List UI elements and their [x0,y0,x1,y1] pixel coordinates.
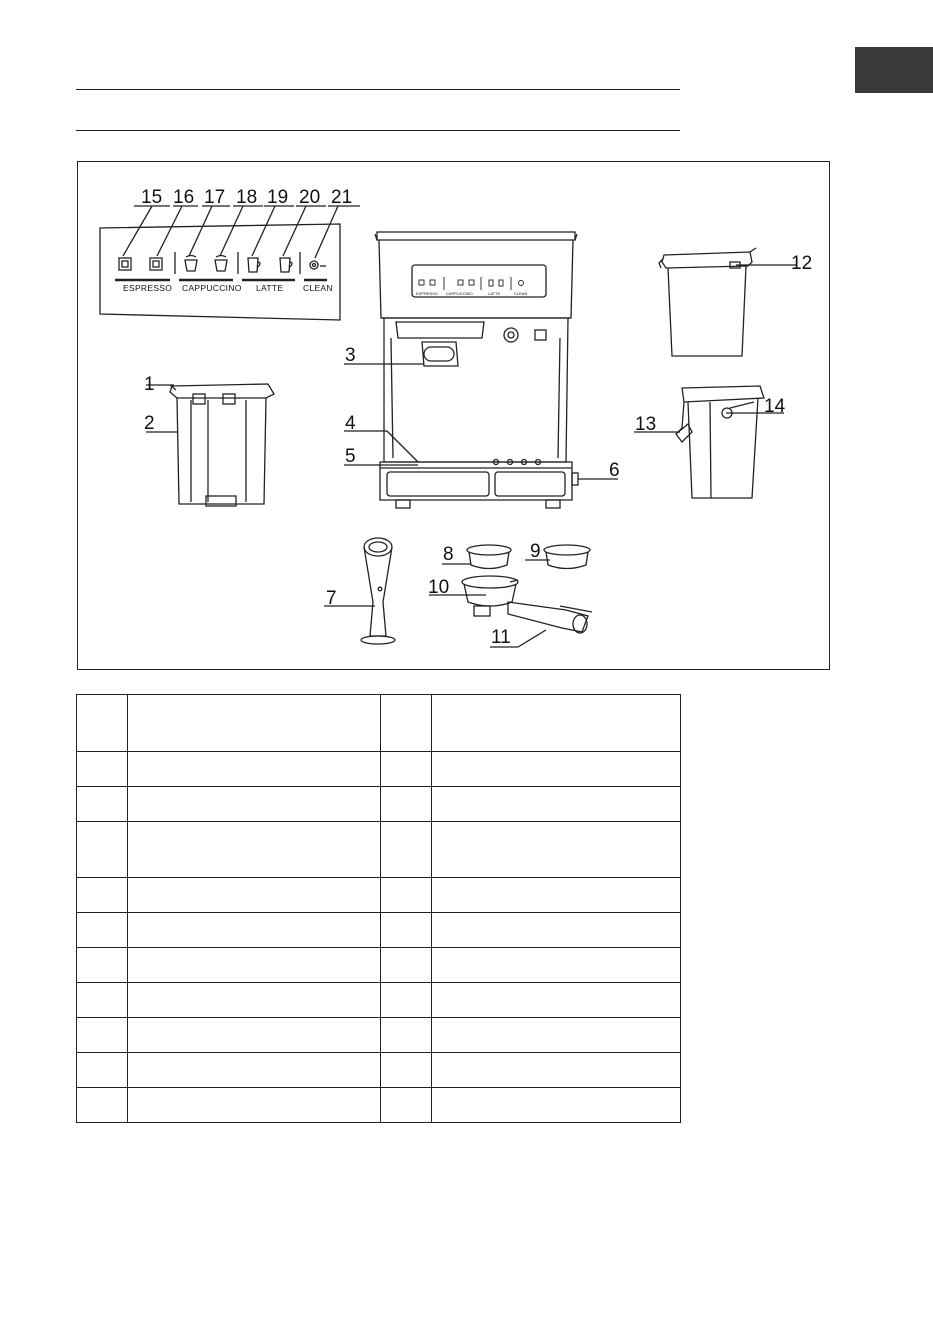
part-description-cell [432,787,681,822]
machine-panel-espresso: ESPRESSO [416,291,439,296]
part-description-cell [128,822,381,878]
milk-container [659,248,756,356]
part-description-cell [432,948,681,983]
part-description-cell [432,695,681,752]
part-description-cell [128,695,381,752]
double-cappuccino-cup-icon [215,256,227,272]
part-description-cell [432,1018,681,1053]
panel-label-espresso: ESPRESSO [123,283,173,293]
part-description-cell [432,878,681,913]
part-number-cell [381,787,432,822]
machine-panel-clean: CLEAN [514,291,528,296]
table-row [77,822,681,878]
part-number-cell [77,695,128,752]
part-number-cell [77,787,128,822]
part-description-cell [432,752,681,787]
part-description-cell [432,983,681,1018]
table-row [77,1053,681,1088]
part-description-cell [128,752,381,787]
header-rule-top [76,89,680,90]
table-row [77,913,681,948]
cappuccino-cup-icon [185,256,197,272]
callout-12: 12 [791,253,813,274]
water-tank [170,384,274,506]
part-number-cell [381,1053,432,1088]
part-description-cell [432,1088,681,1123]
milk-jug [676,386,764,498]
part-number-cell [381,983,432,1018]
part-number-cell [381,822,432,878]
callout-17: 17 [204,187,226,208]
part-number-cell [77,1018,128,1053]
part-number-cell [77,822,128,878]
machine-panel-latte: LATTE [488,291,501,296]
clean-gear-icon [310,261,326,269]
part-description-cell [128,1018,381,1053]
product-diagram [78,162,831,671]
part-number-cell [77,948,128,983]
espresso-cup-icon [119,258,131,270]
part-description-cell [432,1053,681,1088]
part-description-cell [128,878,381,913]
part-number-cell [381,1018,432,1053]
part-number-cell [381,913,432,948]
part-number-cell [77,752,128,787]
callout-10: 10 [428,577,450,598]
part-number-cell [77,1088,128,1123]
machine-panel-cappuccino: CAPPUCCINO [446,291,473,296]
panel-label-latte: LATTE [256,283,284,293]
table-row [77,1018,681,1053]
part-number-cell [381,948,432,983]
part-description-cell [128,913,381,948]
part-description-cell [128,948,381,983]
callout-7: 7 [326,588,337,609]
callout-6: 6 [609,460,620,481]
part-number-cell [381,695,432,752]
part-number-cell [381,878,432,913]
part-description-cell [432,913,681,948]
callout-19: 19 [267,187,289,208]
part-description-cell [432,822,681,878]
part-number-cell [381,752,432,787]
part-description-cell [128,787,381,822]
part-number-cell [77,983,128,1018]
part-number-cell [381,1088,432,1123]
callout-9: 9 [530,541,541,562]
single-filter-basket [467,545,511,569]
parts-table [76,694,681,1123]
part-number-cell [77,878,128,913]
panel-label-cappuccino: CAPPUCCINO [182,283,242,293]
control-panel-outline [100,224,340,320]
latte-cup-icon [248,258,260,272]
table-row [77,983,681,1018]
espresso-machine-body [375,232,578,508]
panel-label-clean: CLEAN [303,283,333,293]
double-latte-cup-icon [280,258,292,272]
callout-8: 8 [443,544,454,565]
table-row [77,948,681,983]
product-overview-figure [77,161,830,670]
callout-16: 16 [173,187,195,208]
part-number-cell [77,1053,128,1088]
callout-15: 15 [141,187,163,208]
language-tab [855,47,933,93]
callout-2: 2 [144,413,155,434]
callout-18: 18 [236,187,258,208]
callout-20: 20 [299,187,321,208]
part-description-cell [128,983,381,1018]
double-espresso-cup-icon [150,258,162,270]
table-row [77,878,681,913]
callout-13: 13 [635,414,657,435]
table-row [77,752,681,787]
double-filter-basket [544,545,590,569]
callout-21: 21 [331,187,353,208]
coffee-tamper [361,538,395,644]
callout-11: 11 [491,627,511,648]
callout-14: 14 [764,396,786,417]
portafilter [462,576,592,633]
table-row [77,695,681,752]
callout-5: 5 [345,446,356,467]
part-description-cell [128,1088,381,1123]
table-row [77,787,681,822]
header-rule-bottom [76,130,680,131]
part-description-cell [128,1053,381,1088]
callout-3: 3 [345,345,356,366]
callout-4: 4 [345,413,356,434]
callout-1: 1 [144,374,155,395]
table-row [77,1088,681,1123]
part-number-cell [77,913,128,948]
